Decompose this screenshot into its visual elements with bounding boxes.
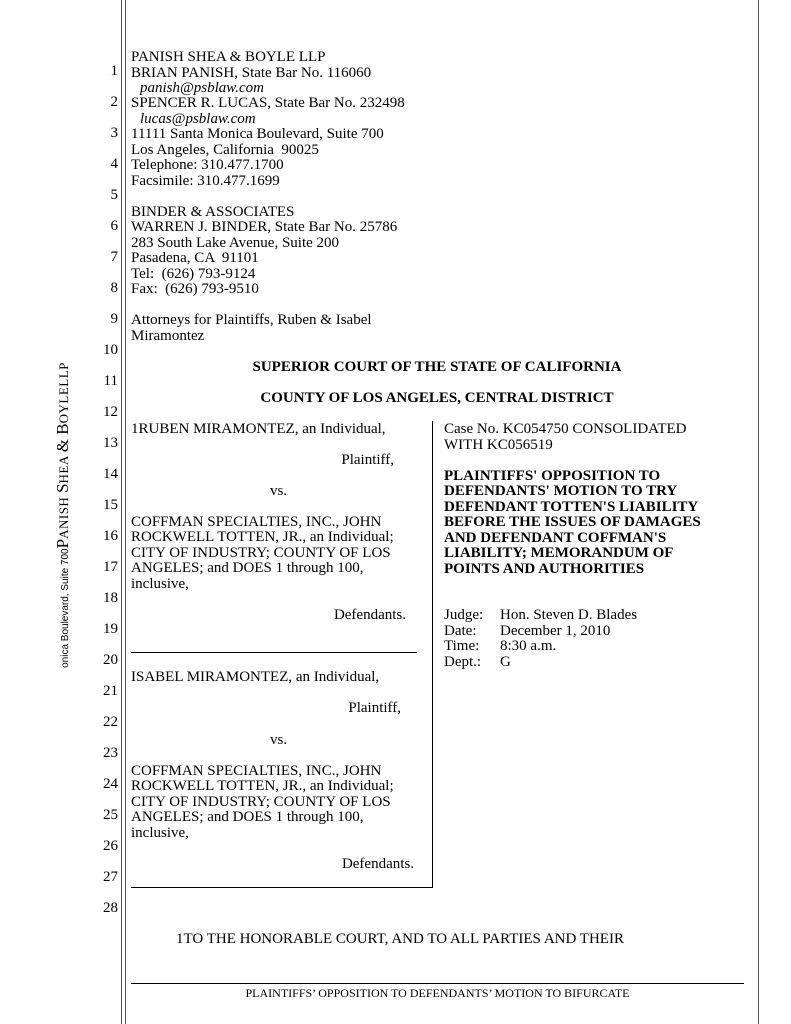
caption2-plaintiff: ISABEL MIRAMONTEZ, an Individual, <box>131 669 380 685</box>
footer-rule <box>131 983 744 984</box>
caption1-defendants-0: COFFMAN SPECIALTIES, INC., JOHN <box>131 514 382 530</box>
line-number: 20 <box>103 652 118 668</box>
caption1-vs: vs. <box>269 483 288 499</box>
case-number-line2: WITH KC056519 <box>444 437 553 453</box>
line-number: 21 <box>103 683 118 699</box>
line-number: 8 <box>110 280 118 296</box>
dept-value: G <box>500 654 511 670</box>
dept-label: Dept.: <box>444 654 482 670</box>
firm1-email1[interactable]: panish@psblaw.com <box>140 80 264 96</box>
line-number: 18 <box>103 590 118 606</box>
case-title-3: BEFORE THE ISSUES OF DAMAGES <box>444 514 701 530</box>
caption2-defendants-2: CITY OF INDUSTRY; COUNTY OF LOS <box>131 794 391 810</box>
firm2-fax: Fax: (626) 793-9510 <box>131 281 259 297</box>
attorneys-for-line1: Attorneys for Plaintiffs, Ruben & Isabel <box>131 312 372 328</box>
line-number: 11 <box>103 373 118 389</box>
line-number: 23 <box>103 745 118 761</box>
line-number: 17 <box>103 559 118 575</box>
case-title-5: LIABILITY; MEMORANDUM OF <box>444 545 674 561</box>
line-number: 16 <box>103 528 118 544</box>
case-title-6: POINTS AND AUTHORITIES <box>444 561 645 577</box>
caption-bottom-rule <box>131 887 433 888</box>
caption-divider <box>131 652 417 653</box>
case-title-4: AND DEFENDANT COFFMAN'S <box>444 530 667 546</box>
caption2-defendants-3: ANGELES; and DOES 1 through 100, <box>131 809 364 825</box>
caption1-defendants-1: ROCKWELL TOTTEN, JR., an Individual; <box>131 529 394 545</box>
line-number: 2 <box>110 94 118 110</box>
firm2-tel: Tel: (626) 793-9124 <box>131 266 256 282</box>
line-number: 6 <box>110 218 118 234</box>
caption2-vs: vs. <box>269 732 288 748</box>
firm1-attorney2: SPENCER R. LUCAS, State Bar No. 232498 <box>131 95 405 111</box>
left-margin-rule-inner <box>125 0 126 1024</box>
court-county: COUNTY OF LOS ANGELES, CENTRAL DISTRICT <box>260 390 614 406</box>
sidebar-firm-name: onica Boulevard, Suite 700PANISH SHEA & BOYLELLP <box>53 362 72 668</box>
line-number: 25 <box>103 807 118 823</box>
line-number: 7 <box>110 249 118 265</box>
caption2-defendants-4: inclusive, <box>131 825 189 841</box>
left-margin-rule <box>121 0 122 1024</box>
caption1-defendants-2: CITY OF INDUSTRY; COUNTY OF LOS <box>131 545 391 561</box>
caption1-plaintiff-role: Plaintiff, <box>341 452 394 468</box>
line-number: 5 <box>110 187 118 203</box>
line-number: 14 <box>103 466 118 482</box>
caption2-defendants-1: ROCKWELL TOTTEN, JR., an Individual; <box>131 778 394 794</box>
attorneys-for-line2: Miramontez <box>131 328 205 344</box>
line-number: 12 <box>103 404 118 420</box>
caption1-defendants-4: inclusive, <box>131 576 189 592</box>
firm1-telephone: Telephone: 310.477.1700 <box>131 157 284 173</box>
time-label: Time: <box>444 638 480 654</box>
footer-title: PLAINTIFFS’ OPPOSITION TO DEFENDANTS’ MOTION TO BIFURCATE <box>245 986 630 1000</box>
judge-value: Hon. Steven D. Blades <box>500 607 638 623</box>
body-first-line: 1TO THE HONORABLE COURT, AND TO ALL PARTIES AND THEIR <box>176 931 624 947</box>
firm1-email2[interactable]: lucas@psblaw.com <box>140 111 256 127</box>
case-title-2: DEFENDANT TOTTEN'S LIABILITY <box>444 499 699 515</box>
line-number: 9 <box>110 311 118 327</box>
firm1-name: PANISH SHEA & BOYLE LLP <box>131 49 326 65</box>
firm1-attorney1: BRIAN PANISH, State Bar No. 116060 <box>131 65 372 81</box>
firm2-name: BINDER & ASSOCIATES <box>131 204 295 220</box>
court-name: SUPERIOR COURT OF THE STATE OF CALIFORNIA <box>252 359 622 375</box>
date-label: Date: <box>444 623 477 639</box>
right-margin-rule <box>758 0 759 1024</box>
line-number: 1 <box>110 63 118 79</box>
case-number-line1: Case No. KC054750 CONSOLIDATED <box>444 421 687 437</box>
firm2-address1: 283 South Lake Avenue, Suite 200 <box>131 235 340 251</box>
sidebar-address: onica Boulevard, Suite 700 <box>60 548 71 668</box>
line-number: 4 <box>110 156 118 172</box>
caption1-defendants-3: ANGELES; and DOES 1 through 100, <box>131 560 364 576</box>
firm1-address1: 11111 Santa Monica Boulevard, Suite 700 <box>131 126 384 142</box>
firm2-attorney: WARREN J. BINDER, State Bar No. 25786 <box>131 219 398 235</box>
line-number: 27 <box>103 869 118 885</box>
caption1-defendants-role: Defendants. <box>333 607 406 623</box>
judge-label: Judge: <box>444 607 484 623</box>
caption2-defendants-0: COFFMAN SPECIALTIES, INC., JOHN <box>131 763 382 779</box>
case-title-0: PLAINTIFFS' OPPOSITION TO <box>444 468 661 484</box>
line-number: 22 <box>103 714 118 730</box>
line-number: 19 <box>103 621 118 637</box>
caption1-plaintiff: 1RUBEN MIRAMONTEZ, an Individual, <box>131 421 386 437</box>
line-number: 10 <box>103 342 118 358</box>
time-value: 8:30 a.m. <box>500 638 557 654</box>
line-number: 13 <box>103 435 118 451</box>
firm1-facsimile: Facsimile: 310.477.1699 <box>131 173 280 189</box>
line-number: 15 <box>103 497 118 513</box>
firm1-address2: Los Angeles, California 90025 <box>131 142 319 158</box>
caption-vertical-rule <box>432 421 433 887</box>
line-number: 24 <box>103 776 118 792</box>
line-number: 28 <box>103 900 118 916</box>
firm2-address2: Pasadena, CA 91101 <box>131 250 259 266</box>
caption2-plaintiff-role: Plaintiff, <box>348 700 401 716</box>
case-title-1: DEFENDANTS' MOTION TO TRY <box>444 483 678 499</box>
line-number: 3 <box>110 125 118 141</box>
date-value: December 1, 2010 <box>500 623 611 639</box>
line-number: 26 <box>103 838 118 854</box>
caption2-defendants-role: Defendants. <box>341 856 414 872</box>
